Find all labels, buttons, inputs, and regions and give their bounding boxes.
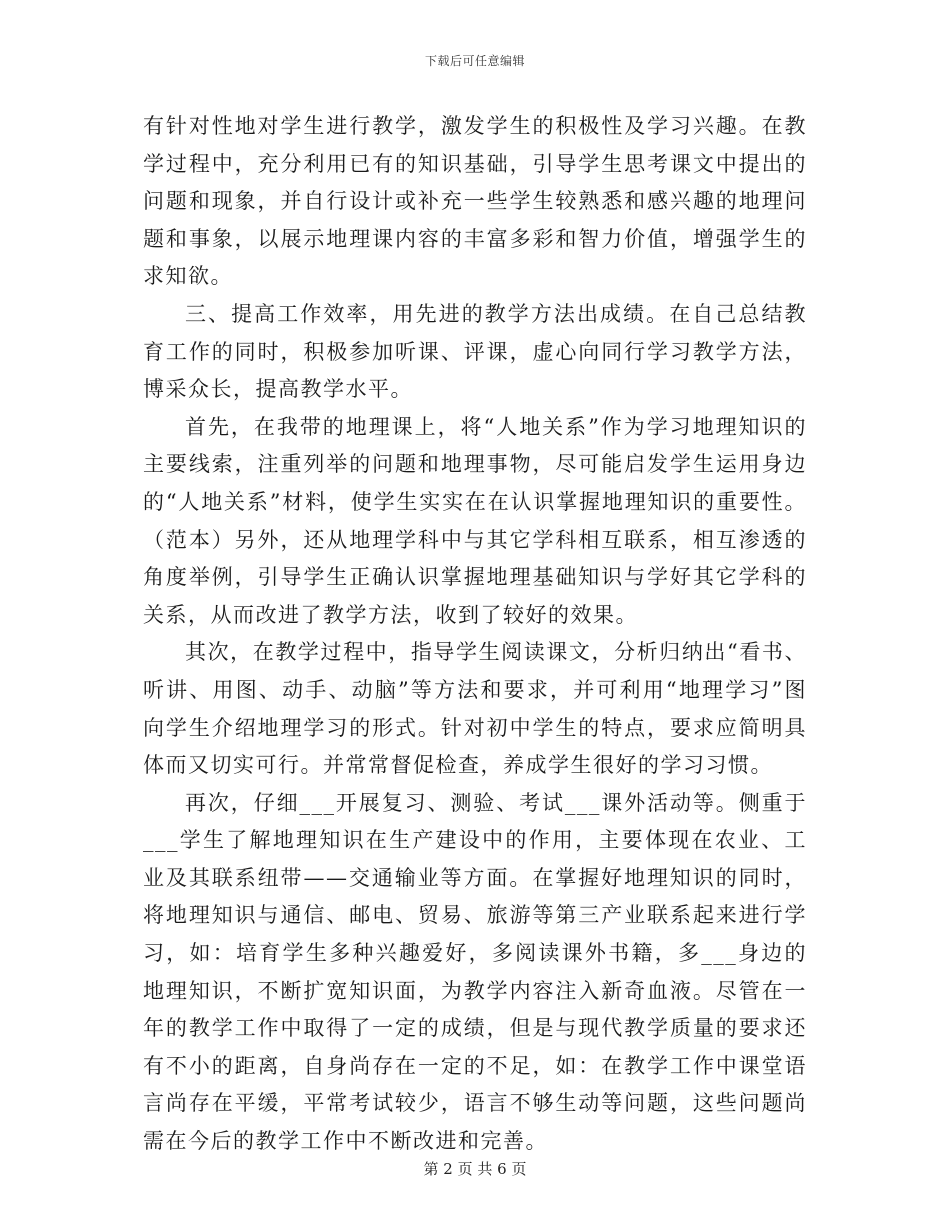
paragraph-5: 再次，仔细___开展复习、测验、考试___课外活动等。侧重于___学生了解地理知识在生产建设中的作用，主要体现在农业、工业及其联系纽带——交通输业等方面。在掌握好地理知识的同时，将地理知识与通信、邮电、贸易、旅游等第三产业联系起来进行学习，如：培育学生多种兴趣爱好，多阅读课外书籍，多___身边的地理知识，不断扩宽知识面，为教学内容注入新奇血液。尽管在一年的教学工作中取得了一定的成绩，但是与现代教学质量的要求还有不小的距离，自身尚存在一定的不足，如：在教学工作中课堂语言尚存在平缓，平常考试较少，语言不够生动等问题，这些问题尚需在今后的教学工作中不断改进和完善。: [143, 790, 807, 1154]
paragraph-1: 有针对性地对学生进行教学，激发学生的积极性及学习兴趣。在教学过程中，充分利用已有的知识基础，引导学生思考课文中提出的问题和现象，并自行设计或补充一些学生较熟悉和感兴趣的地理问题和事象，以展示地理课内容的丰富多彩和智力价值，增强学生的求知欲。: [143, 114, 807, 289]
page-number: 第 2 页 共 6 页: [423, 1160, 527, 1178]
page-header-note: 下载后可任意编辑: [424, 54, 525, 68]
paragraph-3: 首先，在我带的地理课上，将“人地关系”作为学习地理知识的主要线索，注重列举的问题和地理事物，尽可能启发学生运用身边的“人地关系”材料，使学生实实在在认识掌握地理知识的重要性。（范本）另外，还从地理学科中与其它学科相互联系，相互渗透的角度举例，引导学生正确认识掌握地理基础知识与学好其它学科的关系，从而改进了教学方法，收到了较好的效果。: [143, 414, 807, 627]
paragraph-2: 三、提高工作效率，用先进的教学方法出成绩。在自己总结教育工作的同时，积极参加听课、评课，虚心向同行学习教学方法，博采众长，提高教学水平。: [143, 301, 807, 402]
paragraph-4: 其次，在教学过程中，指导学生阅读课文，分析归纳出“看书、听讲、用图、动手、动脑”等方法和要求，并可利用“地理学习”图向学生介绍地理学习的形式。针对初中学生的特点，要求应简明具体而又切实可行。并常常督促检查，养成学生很好的学习习惯。: [143, 640, 807, 778]
document-body: [143, 108, 807, 1161]
